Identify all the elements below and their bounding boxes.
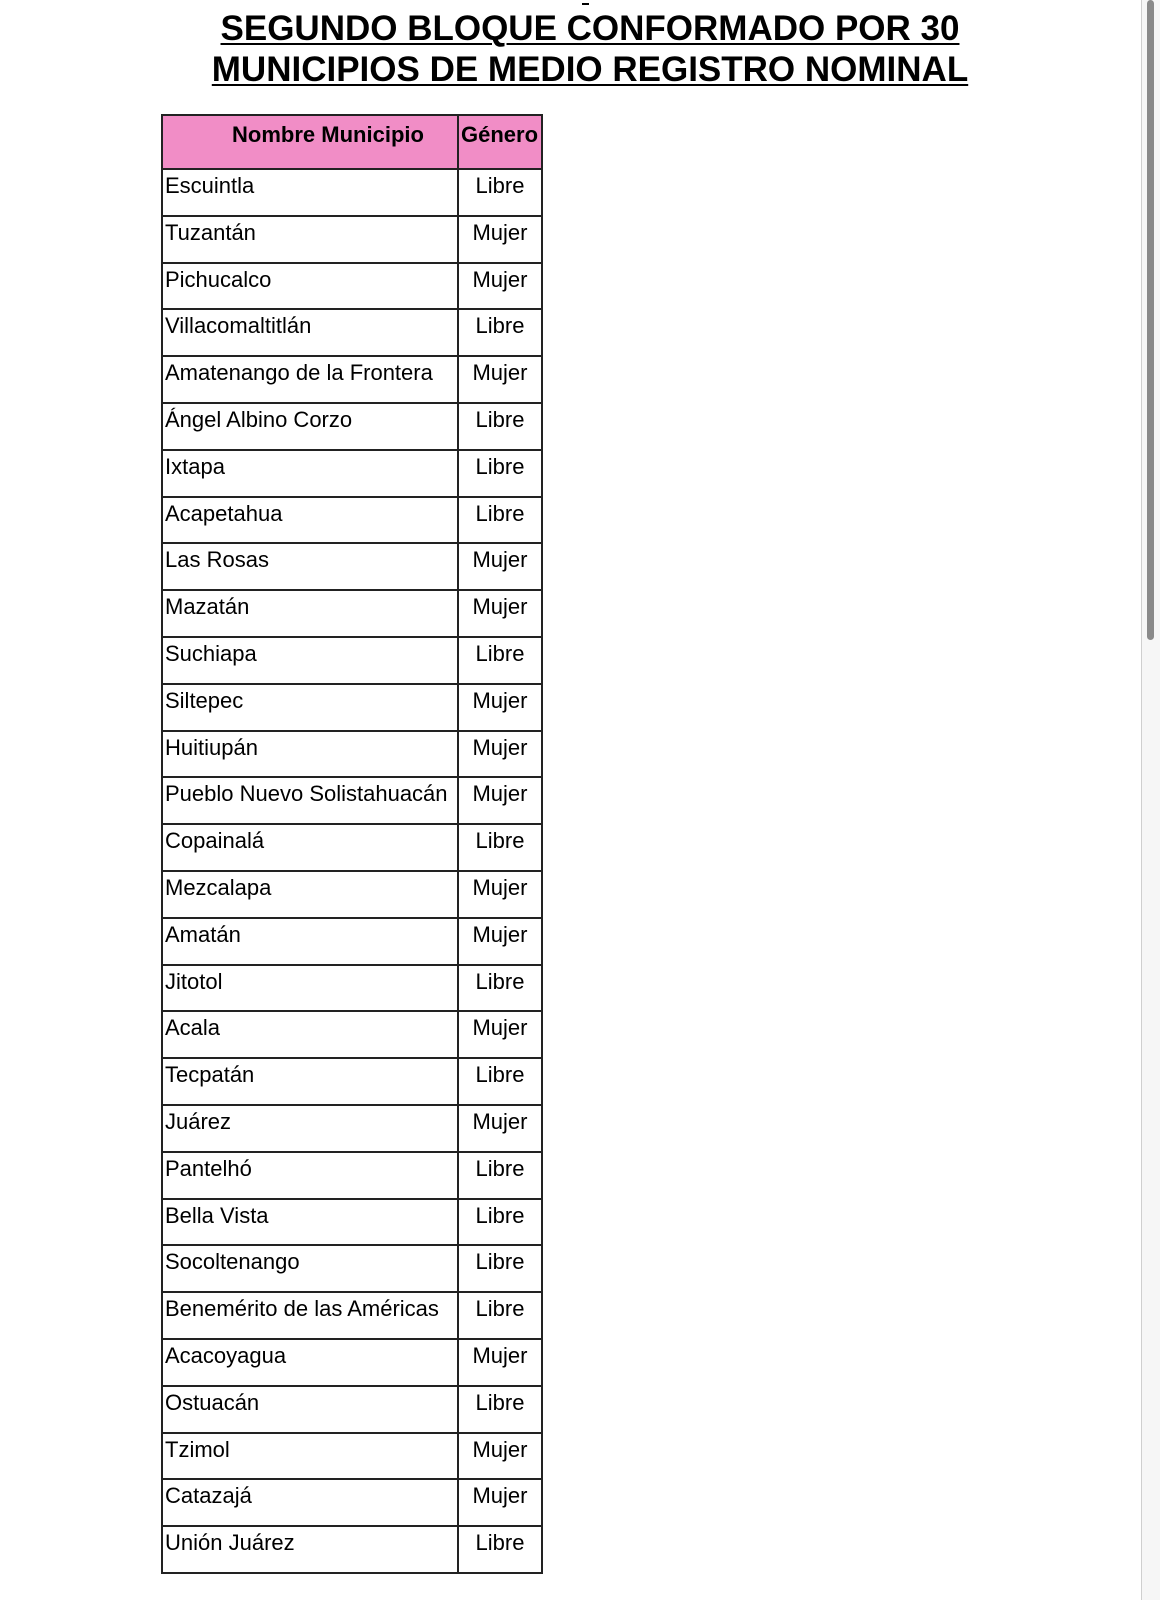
genero-cell: Libre	[458, 1199, 542, 1246]
genero-cell: Libre	[458, 1152, 542, 1199]
municipios-table	[161, 114, 543, 1574]
genero-cell: Libre	[458, 824, 542, 871]
genero-cell: Mujer	[458, 871, 542, 918]
genero-cell: Libre	[458, 1292, 542, 1339]
municipio-cell: Amatán	[162, 918, 458, 965]
genero-cell: Mujer	[458, 1339, 542, 1386]
genero-cell: Mujer	[458, 684, 542, 731]
municipio-cell: Jitotol	[162, 965, 458, 1012]
table-row	[162, 824, 542, 871]
table-row	[162, 590, 542, 637]
title-line-2: MUNICIPIOS DE MEDIO REGISTRO NOMINAL	[211, 50, 969, 89]
title-mark	[582, 3, 589, 5]
municipio-cell: Amatenango de la Frontera	[162, 356, 458, 403]
table-row	[162, 684, 542, 731]
municipio-cell: Socoltenango	[162, 1245, 458, 1292]
document-title	[0, 8, 1160, 90]
table-row	[162, 309, 542, 356]
genero-cell: Libre	[458, 965, 542, 1012]
municipio-cell: Ángel Albino Corzo	[162, 403, 458, 450]
genero-cell: Libre	[458, 497, 542, 544]
genero-cell: Mujer	[458, 263, 542, 310]
table-row	[162, 543, 542, 590]
table-row	[162, 731, 542, 778]
genero-cell: Mujer	[458, 1011, 542, 1058]
genero-cell: Mujer	[458, 1479, 542, 1526]
header-genero: Género	[458, 115, 542, 169]
municipio-cell: Juárez	[162, 1105, 458, 1152]
table-body	[162, 169, 542, 1573]
municipio-cell: Villacomaltitlán	[162, 309, 458, 356]
municipio-cell: Unión Juárez	[162, 1526, 458, 1573]
genero-cell: Mujer	[458, 590, 542, 637]
table-row	[162, 450, 542, 497]
table-row	[162, 1058, 542, 1105]
table-row	[162, 1386, 542, 1433]
scrollbar-thumb[interactable]	[1147, 0, 1154, 640]
municipio-cell: Copainalá	[162, 824, 458, 871]
table-row	[162, 169, 542, 216]
genero-cell: Libre	[458, 403, 542, 450]
genero-cell: Libre	[458, 1245, 542, 1292]
municipio-cell: Acacoyagua	[162, 1339, 458, 1386]
genero-cell: Libre	[458, 1058, 542, 1105]
table-row	[162, 403, 542, 450]
municipio-cell: Tuzantán	[162, 216, 458, 263]
table-row	[162, 1292, 542, 1339]
genero-cell: Mujer	[458, 918, 542, 965]
table-row	[162, 918, 542, 965]
table-row	[162, 1433, 542, 1480]
municipio-cell: Acala	[162, 1011, 458, 1058]
municipio-cell: Bella Vista	[162, 1199, 458, 1246]
table-header-row	[162, 115, 542, 169]
genero-cell: Mujer	[458, 216, 542, 263]
genero-cell: Libre	[458, 450, 542, 497]
table-row	[162, 637, 542, 684]
table-row	[162, 216, 542, 263]
table-row	[162, 965, 542, 1012]
municipio-cell: Ostuacán	[162, 1386, 458, 1433]
municipio-cell: Benemérito de las Américas	[162, 1292, 458, 1339]
municipio-cell: Ixtapa	[162, 450, 458, 497]
municipio-cell: Huitiupán	[162, 731, 458, 778]
municipio-cell: Pichucalco	[162, 263, 458, 310]
header-nombre-municipio: Nombre Municipio	[162, 115, 458, 169]
genero-cell: Mujer	[458, 1433, 542, 1480]
table-row	[162, 1479, 542, 1526]
table-row	[162, 1245, 542, 1292]
municipio-cell: Mazatán	[162, 590, 458, 637]
table-row	[162, 1339, 542, 1386]
genero-cell: Libre	[458, 169, 542, 216]
table-row	[162, 1105, 542, 1152]
genero-cell: Mujer	[458, 777, 542, 824]
table-row	[162, 1199, 542, 1246]
table-row	[162, 1152, 542, 1199]
table-row	[162, 777, 542, 824]
municipio-cell: Tzimol	[162, 1433, 458, 1480]
municipio-cell: Escuintla	[162, 169, 458, 216]
genero-cell: Libre	[458, 1526, 542, 1573]
genero-cell: Mujer	[458, 731, 542, 778]
title-line-1: SEGUNDO BLOQUE CONFORMADO POR 30	[220, 9, 960, 48]
genero-cell: Libre	[458, 637, 542, 684]
municipio-cell: Pueblo Nuevo Solistahuacán	[162, 777, 458, 824]
municipio-cell: Acapetahua	[162, 497, 458, 544]
genero-cell: Mujer	[458, 356, 542, 403]
genero-cell: Libre	[458, 1386, 542, 1433]
municipio-cell: Mezcalapa	[162, 871, 458, 918]
municipio-cell: Las Rosas	[162, 543, 458, 590]
table-row	[162, 1526, 542, 1573]
genero-cell: Mujer	[458, 543, 542, 590]
municipio-cell: Tecpatán	[162, 1058, 458, 1105]
genero-cell: Mujer	[458, 1105, 542, 1152]
genero-cell: Libre	[458, 309, 542, 356]
table-row	[162, 871, 542, 918]
table-row	[162, 356, 542, 403]
municipio-cell: Siltepec	[162, 684, 458, 731]
municipio-cell: Catazajá	[162, 1479, 458, 1526]
table-row	[162, 263, 542, 310]
table-row	[162, 497, 542, 544]
municipio-cell: Suchiapa	[162, 637, 458, 684]
municipio-cell: Pantelhó	[162, 1152, 458, 1199]
table-row	[162, 1011, 542, 1058]
